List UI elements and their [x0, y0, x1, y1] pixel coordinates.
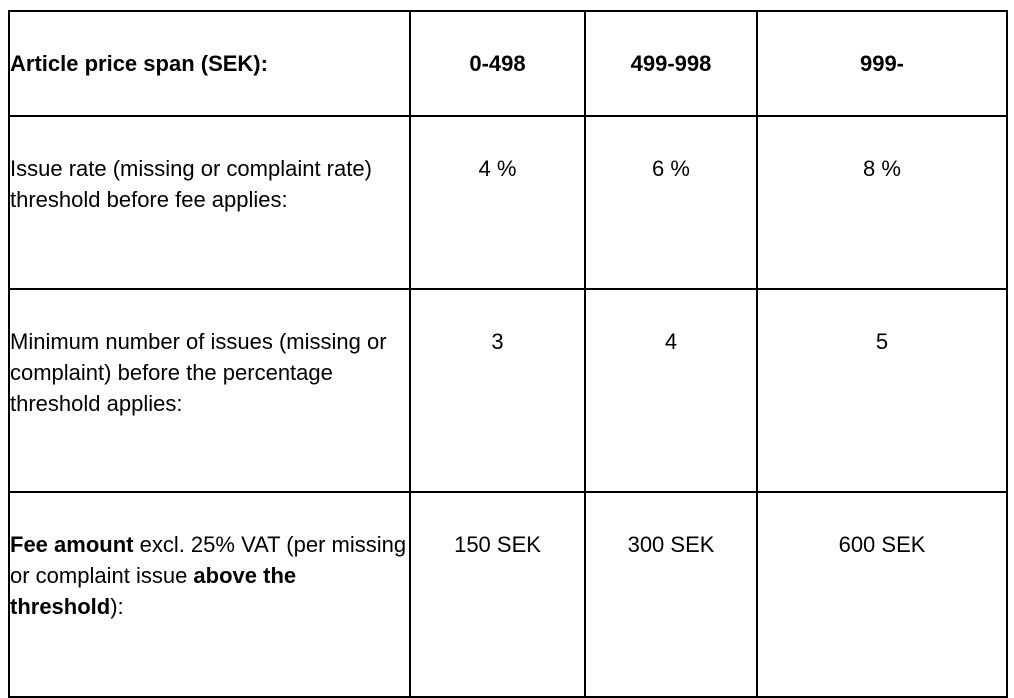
- issue-rate-value: 4 %: [410, 116, 585, 289]
- price-span-999-plus: 999-: [757, 11, 1007, 116]
- fee-amount-label-end: ):: [110, 594, 124, 619]
- table-row: [9, 289, 1007, 492]
- fee-table: [8, 10, 1008, 698]
- min-issues-value: 3: [410, 289, 585, 492]
- fee-amount-label-text: excl. 25% VAT (per missing or complaint issue: [10, 532, 407, 588]
- price-span-499-998: 499-998: [585, 11, 757, 116]
- fee-amount-value: 150 SEK: [410, 492, 585, 697]
- fee-amount-value: 600 SEK: [757, 492, 1007, 697]
- fee-amount-label-bold-threshold: above the threshold: [10, 563, 297, 619]
- table-row: [9, 492, 1007, 697]
- price-span-0-498: 0-498: [410, 11, 585, 116]
- issue-rate-value: 8 %: [757, 116, 1007, 289]
- min-issues-value: 4: [585, 289, 757, 492]
- table-row: [9, 11, 1007, 116]
- fee-amount-label: [9, 492, 410, 697]
- min-issues-label: Minimum number of issues (missing or complaint) before the percentage threshold applies:: [9, 289, 410, 492]
- min-issues-value: 5: [757, 289, 1007, 492]
- issue-rate-value: 6 %: [585, 116, 757, 289]
- price-span-label: Article price span (SEK):: [9, 11, 410, 116]
- fee-amount-value: 300 SEK: [585, 492, 757, 697]
- issue-rate-label: Issue rate (missing or complaint rate) threshold before fee applies:: [9, 116, 410, 289]
- fee-amount-label-bold: Fee amount: [10, 532, 134, 557]
- table-row: [9, 116, 1007, 289]
